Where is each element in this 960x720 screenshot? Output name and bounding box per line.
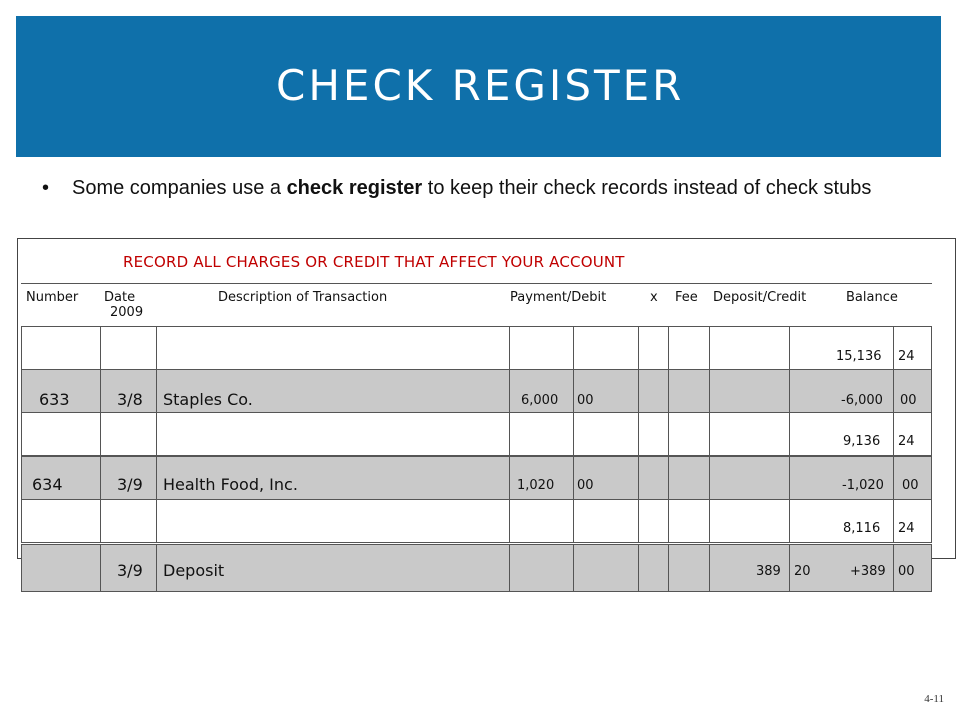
row-description: Staples Co. xyxy=(163,390,253,409)
row-payment: 1,020 xyxy=(517,478,555,493)
header-payment: Payment/Debit xyxy=(510,290,607,305)
header-fee: Fee xyxy=(675,290,698,305)
table-row xyxy=(21,544,932,592)
header-x: x xyxy=(650,290,658,305)
bullet-text-part-1: Some companies use a xyxy=(72,177,287,199)
row-balance-cents: 00 xyxy=(900,393,917,408)
header-balance: Balance xyxy=(846,290,898,305)
row-payment-cents: 00 xyxy=(577,478,594,493)
table-row xyxy=(21,456,932,500)
header-description: Description of Transaction xyxy=(218,290,388,305)
row-deposit: 389 xyxy=(756,564,781,579)
bullet-text-part-2: to keep their check records instead of check stubs xyxy=(422,177,872,199)
table-row xyxy=(21,499,932,543)
register-title: RECORD ALL CHARGES OR CREDIT THAT AFFECT YOUR ACCOUNT xyxy=(123,253,625,271)
header-date: Date xyxy=(104,290,136,305)
header-underline xyxy=(21,283,932,284)
row-balance: 15,136 xyxy=(836,349,882,364)
table-row xyxy=(21,412,932,456)
row-payment: 6,000 xyxy=(521,393,559,408)
row-date: 3/8 xyxy=(117,390,143,409)
row-balance-cents: 24 xyxy=(898,349,915,364)
header-date-year: 2009 xyxy=(110,305,144,320)
row-deposit-cents: 20 xyxy=(794,564,811,579)
row-balance: +389 xyxy=(850,564,886,579)
row-balance-cents: 00 xyxy=(902,478,919,493)
row-balance: -6,000 xyxy=(841,393,883,408)
row-number: 634 xyxy=(32,475,63,494)
table-row xyxy=(21,326,932,370)
row-payment-cents: 00 xyxy=(577,393,594,408)
row-balance: 9,136 xyxy=(843,434,881,449)
row-number: 633 xyxy=(39,390,70,409)
row-balance: 8,116 xyxy=(843,521,881,536)
slide-title: CHECK REGISTER xyxy=(276,61,685,110)
bullet-emphasis: check register xyxy=(286,177,423,199)
slide-number: 4-11 xyxy=(924,693,944,705)
row-description: Health Food, Inc. xyxy=(163,475,298,494)
header-deposit: Deposit/Credit xyxy=(713,290,807,305)
header-number: Number xyxy=(26,290,79,305)
row-date: 3/9 xyxy=(117,475,143,494)
table-row xyxy=(21,369,932,413)
row-date: 3/9 xyxy=(117,561,143,580)
row-balance-cents: 00 xyxy=(898,564,915,579)
row-balance: -1,020 xyxy=(842,478,884,493)
row-balance-cents: 24 xyxy=(898,434,915,449)
bullet-marker: • xyxy=(42,177,50,199)
bullet-text xyxy=(72,175,912,201)
row-description: Deposit xyxy=(163,561,225,580)
row-balance-cents: 24 xyxy=(898,521,915,536)
